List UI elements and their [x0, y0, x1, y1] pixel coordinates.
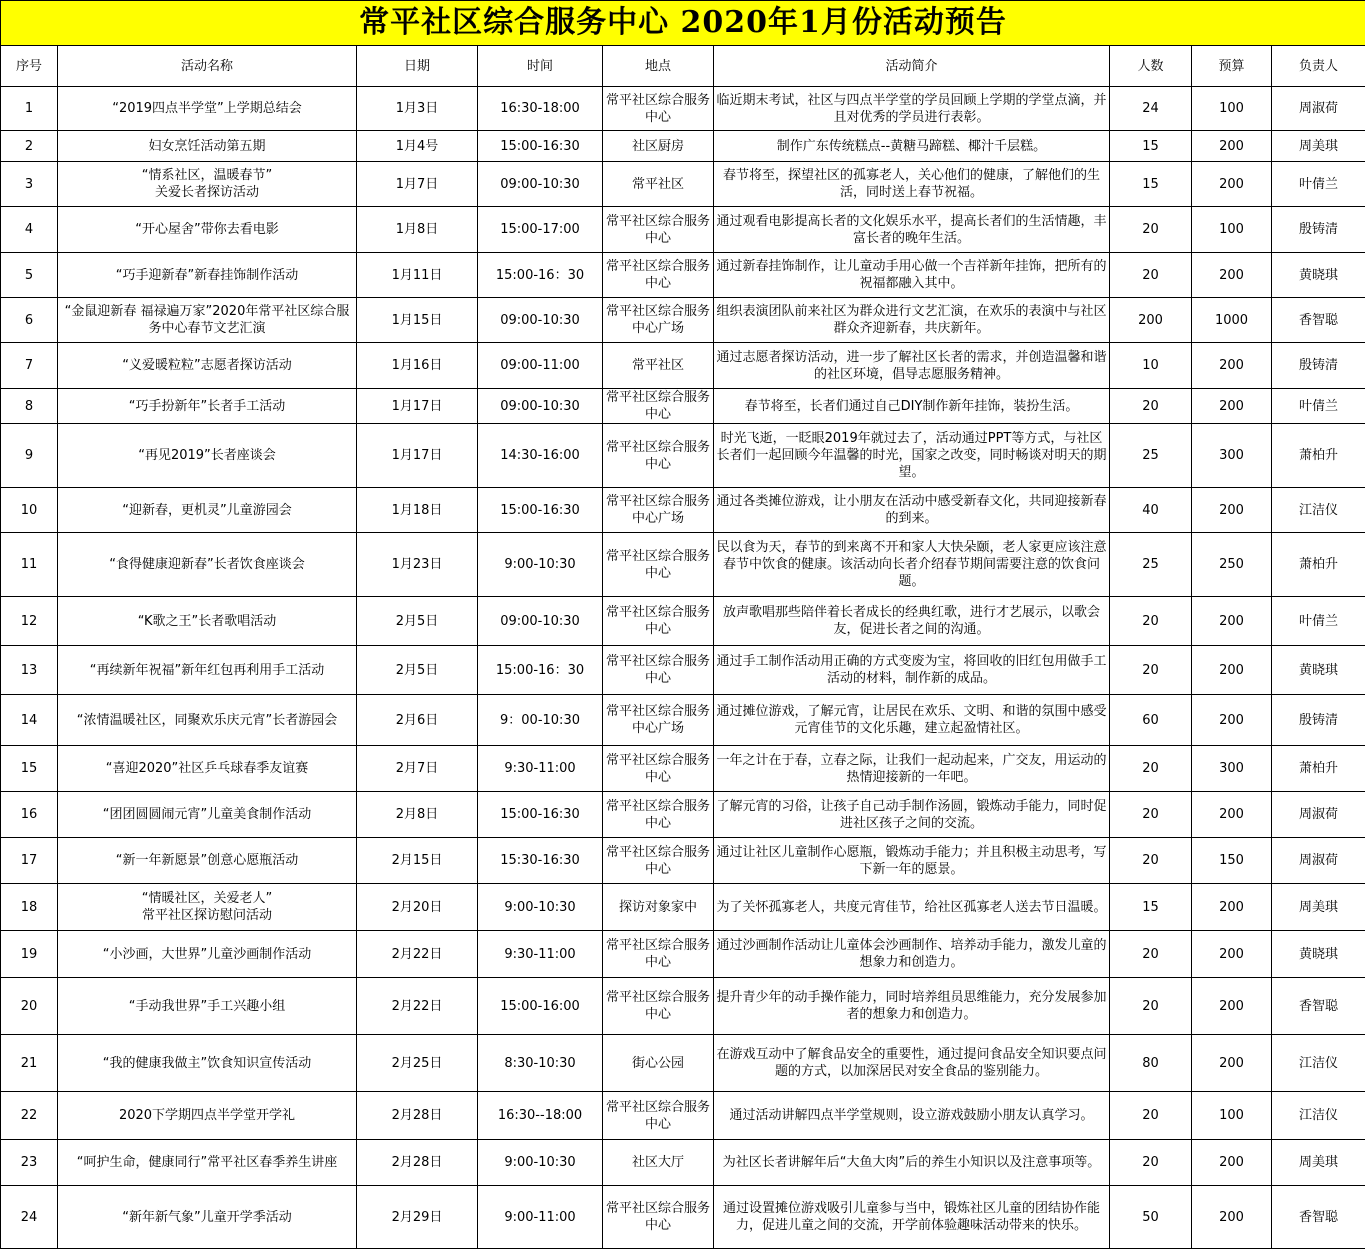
cell-owner: 香智聪 — [1272, 978, 1365, 1035]
header-budget: 预算 — [1192, 46, 1272, 87]
cell-desc: 通过沙画制作活动让儿童体会沙画制作、培养动手能力，激发儿童的想象力和创造力。 — [714, 931, 1110, 978]
table-row — [1, 253, 1365, 298]
cell-no: 3 — [1, 162, 58, 207]
cell-place: 探访对象家中 — [603, 884, 714, 931]
cell-name: “情暖社区，关爱老人” 常平社区探访慰问活动 — [58, 884, 357, 931]
cell-budget: 200 — [1192, 792, 1272, 838]
cell-time: 15:00-16:00 — [478, 978, 603, 1035]
cell-desc: 通过志愿者探访活动，进一步了解社区长者的需求，并创造温馨和谐的社区环境，倡导志愿服务精神。 — [714, 343, 1110, 389]
cell-time: 9：00-10:30 — [478, 695, 603, 746]
cell-place: 常平社区综合服务中心 — [603, 646, 714, 695]
cell-name: 2020下学期四点半学堂开学礼 — [58, 1092, 357, 1140]
cell-date: 1月15日 — [357, 298, 478, 343]
cell-place: 常平社区综合服务中心 — [603, 931, 714, 978]
cell-count: 20 — [1110, 1140, 1192, 1186]
cell-name: “团团圆圆闹元宵”儿童美食制作活动 — [58, 792, 357, 838]
cell-budget: 100 — [1192, 207, 1272, 253]
cell-time: 15:00-17:00 — [478, 207, 603, 253]
cell-budget: 200 — [1192, 597, 1272, 646]
table-row — [1, 838, 1365, 884]
cell-budget: 200 — [1192, 343, 1272, 389]
header-owner: 负责人 — [1272, 46, 1365, 87]
cell-count: 20 — [1110, 838, 1192, 884]
cell-no: 4 — [1, 207, 58, 253]
cell-budget: 200 — [1192, 488, 1272, 533]
cell-place: 常平社区综合服务中心 — [603, 838, 714, 884]
cell-place: 常平社区综合服务中心 — [603, 746, 714, 792]
cell-place: 常平社区综合服务中心 — [603, 978, 714, 1035]
cell-time: 9:30-11:00 — [478, 746, 603, 792]
cell-name: “食得健康迎新春”长者饮食座谈会 — [58, 533, 357, 597]
cell-time: 15:00-16:30 — [478, 488, 603, 533]
cell-count: 20 — [1110, 1092, 1192, 1140]
cell-count: 50 — [1110, 1186, 1192, 1249]
cell-count: 10 — [1110, 343, 1192, 389]
cell-no: 8 — [1, 389, 58, 424]
cell-time: 14:30-16:00 — [478, 424, 603, 488]
cell-owner: 香智聪 — [1272, 298, 1365, 343]
cell-date: 2月28日 — [357, 1092, 478, 1140]
cell-desc: 为社区长者讲解年后“大鱼大肉”后的养生小知识以及注意事项等。 — [714, 1140, 1110, 1186]
table-row — [1, 298, 1365, 343]
cell-no: 23 — [1, 1140, 58, 1186]
cell-date: 2月20日 — [357, 884, 478, 931]
cell-no: 18 — [1, 884, 58, 931]
cell-no: 7 — [1, 343, 58, 389]
cell-budget: 300 — [1192, 746, 1272, 792]
cell-budget: 250 — [1192, 533, 1272, 597]
cell-desc: 民以食为天，春节的到来离不开和家人大快朵颐，老人家更应该注意春节中饮食的健康。该活动向长者介绍春节期间需要注意的饮食问题。 — [714, 533, 1110, 597]
header-desc: 活动简介 — [714, 46, 1110, 87]
cell-budget: 200 — [1192, 1035, 1272, 1092]
table-row — [1, 1092, 1365, 1140]
cell-count: 20 — [1110, 389, 1192, 424]
cell-budget: 200 — [1192, 646, 1272, 695]
cell-date: 2月15日 — [357, 838, 478, 884]
cell-desc: 通过摊位游戏，了解元宵，让居民在欢乐、文明、和谐的氛围中感受元宵佳节的文化乐趣，建立起盈情社区。 — [714, 695, 1110, 746]
cell-date: 2月28日 — [357, 1140, 478, 1186]
cell-time: 15:00-16：30 — [478, 646, 603, 695]
cell-budget: 200 — [1192, 1140, 1272, 1186]
cell-budget: 200 — [1192, 978, 1272, 1035]
cell-budget: 200 — [1192, 253, 1272, 298]
cell-no: 2 — [1, 131, 58, 162]
cell-date: 2月22日 — [357, 978, 478, 1035]
header-no: 序号 — [1, 46, 58, 87]
cell-date: 1月23日 — [357, 533, 478, 597]
table-title: 常平社区综合服务中心 2020年1月份活动预告 — [1, 1, 1365, 46]
cell-count: 20 — [1110, 792, 1192, 838]
cell-owner: 萧柏升 — [1272, 746, 1365, 792]
cell-budget: 200 — [1192, 162, 1272, 207]
cell-desc: 通过各类摊位游戏，让小朋友在活动中感受新春文化，共同迎接新春的到来。 — [714, 488, 1110, 533]
cell-name: “金鼠迎新春 福禄遍万家”2020年常平社区综合服务中心春节文艺汇演 — [58, 298, 357, 343]
cell-place: 常平社区综合服务中心 — [603, 389, 714, 424]
cell-budget: 1000 — [1192, 298, 1272, 343]
table-row — [1, 207, 1365, 253]
cell-count: 20 — [1110, 597, 1192, 646]
cell-budget: 200 — [1192, 884, 1272, 931]
cell-name: “再见2019”长者座谈会 — [58, 424, 357, 488]
cell-desc: 通过手工制作活动用正确的方式变废为宝，将回收的旧红包用做手工活动的材料，制作新的成品。 — [714, 646, 1110, 695]
table-row — [1, 884, 1365, 931]
cell-count: 80 — [1110, 1035, 1192, 1092]
cell-name: “喜迎2020”社区乒乓球春季友谊赛 — [58, 746, 357, 792]
table-row — [1, 1186, 1365, 1249]
cell-owner: 殷铸清 — [1272, 695, 1365, 746]
cell-name: “浓情温暖社区，同聚欢乐庆元宵”长者游园会 — [58, 695, 357, 746]
cell-owner: 叶倩兰 — [1272, 162, 1365, 207]
cell-time: 15:00-16:30 — [478, 792, 603, 838]
cell-time: 09:00-10:30 — [478, 389, 603, 424]
cell-no: 24 — [1, 1186, 58, 1249]
cell-place: 常平社区 — [603, 343, 714, 389]
cell-desc: 临近期末考试，社区与四点半学堂的学员回顾上学期的学堂点滴，并且对优秀的学员进行表彰。 — [714, 87, 1110, 131]
cell-count: 15 — [1110, 884, 1192, 931]
cell-name: “手动我世界”手工兴趣小组 — [58, 978, 357, 1035]
cell-name: “2019四点半学堂”上学期总结会 — [58, 87, 357, 131]
cell-desc: 时光飞逝，一眨眼2019年就过去了，活动通过PPT等方式，与社区长者们一起回顾今年温馨的时光，国家之改变，同时畅谈对明天的期望。 — [714, 424, 1110, 488]
cell-owner: 周淑荷 — [1272, 838, 1365, 884]
cell-date: 2月8日 — [357, 792, 478, 838]
cell-count: 15 — [1110, 162, 1192, 207]
table-row — [1, 424, 1365, 488]
cell-no: 15 — [1, 746, 58, 792]
table-row — [1, 978, 1365, 1035]
cell-date: 2月22日 — [357, 931, 478, 978]
cell-place: 常平社区综合服务中心 — [603, 424, 714, 488]
cell-date: 2月5日 — [357, 597, 478, 646]
cell-budget: 100 — [1192, 1092, 1272, 1140]
cell-count: 40 — [1110, 488, 1192, 533]
cell-budget: 200 — [1192, 931, 1272, 978]
cell-place: 社区大厅 — [603, 1140, 714, 1186]
cell-count: 20 — [1110, 978, 1192, 1035]
cell-name: “新年新气象”儿童开学季活动 — [58, 1186, 357, 1249]
cell-no: 6 — [1, 298, 58, 343]
cell-name: “巧手迎新春”新春挂饰制作活动 — [58, 253, 357, 298]
cell-desc: 春节将至，探望社区的孤寡老人，关心他们的健康，了解他们的生活，同时送上春节祝福。 — [714, 162, 1110, 207]
header-time: 时间 — [478, 46, 603, 87]
cell-desc: 一年之计在于春，立春之际，让我们一起动起来，广交友，用运动的热情迎接新的一年吧。 — [714, 746, 1110, 792]
cell-place: 常平社区综合服务中心 — [603, 1092, 714, 1140]
cell-no: 21 — [1, 1035, 58, 1092]
cell-name: “新一年新愿景”创意心愿瓶活动 — [58, 838, 357, 884]
cell-count: 20 — [1110, 207, 1192, 253]
table-row — [1, 87, 1365, 131]
cell-owner: 周美琪 — [1272, 1140, 1365, 1186]
cell-date: 2月7日 — [357, 746, 478, 792]
cell-owner: 叶倩兰 — [1272, 597, 1365, 646]
cell-owner: 江洁仪 — [1272, 1092, 1365, 1140]
cell-name: “开心屋舍”带你去看电影 — [58, 207, 357, 253]
cell-no: 5 — [1, 253, 58, 298]
cell-desc: 通过设置摊位游戏吸引儿童参与当中，锻炼社区儿童的团结协作能力，促进儿童之间的交流，开学前体验趣味活动带来的快乐。 — [714, 1186, 1110, 1249]
cell-date: 2月5日 — [357, 646, 478, 695]
cell-budget: 300 — [1192, 424, 1272, 488]
cell-owner: 周淑荷 — [1272, 792, 1365, 838]
cell-no: 17 — [1, 838, 58, 884]
cell-time: 8:30-10:30 — [478, 1035, 603, 1092]
cell-owner: 香智聪 — [1272, 1186, 1365, 1249]
cell-name: “小沙画，大世界”儿童沙画制作活动 — [58, 931, 357, 978]
cell-no: 19 — [1, 931, 58, 978]
cell-name: “巧手扮新年”长者手工活动 — [58, 389, 357, 424]
cell-date: 2月29日 — [357, 1186, 478, 1249]
cell-desc: 组织表演团队前来社区为群众进行文艺汇演，在欢乐的表演中与社区群众齐迎新春，共庆新年。 — [714, 298, 1110, 343]
cell-owner: 殷铸清 — [1272, 343, 1365, 389]
cell-budget: 200 — [1192, 389, 1272, 424]
cell-name: “再续新年祝福”新年红包再利用手工活动 — [58, 646, 357, 695]
cell-time: 09:00-10:30 — [478, 298, 603, 343]
cell-owner: 周淑荷 — [1272, 87, 1365, 131]
cell-owner: 黄晓琪 — [1272, 931, 1365, 978]
cell-time: 15:00-16:30 — [478, 131, 603, 162]
cell-owner: 黄晓琪 — [1272, 253, 1365, 298]
cell-desc: 制作广东传统糕点--黄糖马蹄糕、椰汁千层糕。 — [714, 131, 1110, 162]
cell-desc: 在游戏互动中了解食品安全的重要性，通过提问食品安全知识要点问题的方式，以加深居民对安全食品的鉴别能力。 — [714, 1035, 1110, 1092]
cell-time: 9:00-10:30 — [478, 533, 603, 597]
cell-desc: 放声歌唱那些陪伴着长者成长的经典红歌，进行才艺展示，以歌会友，促进长者之间的沟通。 — [714, 597, 1110, 646]
cell-owner: 江洁仪 — [1272, 1035, 1365, 1092]
cell-name: “K歌之王”长者歌唱活动 — [58, 597, 357, 646]
cell-date: 1月17日 — [357, 389, 478, 424]
cell-name: “义爱暖粒粒”志愿者探访活动 — [58, 343, 357, 389]
cell-budget: 200 — [1192, 695, 1272, 746]
cell-place: 常平社区综合服务中心 — [603, 597, 714, 646]
table-row — [1, 792, 1365, 838]
cell-place: 街心公园 — [603, 1035, 714, 1092]
cell-budget: 150 — [1192, 838, 1272, 884]
cell-owner: 萧柏升 — [1272, 533, 1365, 597]
cell-time: 16:30-18:00 — [478, 87, 603, 131]
cell-date: 1月17日 — [357, 424, 478, 488]
cell-date: 1月3日 — [357, 87, 478, 131]
cell-count: 20 — [1110, 646, 1192, 695]
table-row — [1, 488, 1365, 533]
table-row — [1, 695, 1365, 746]
cell-desc: 为了关怀孤寡老人，共度元宵佳节，给社区孤寡老人送去节日温暖。 — [714, 884, 1110, 931]
cell-desc: 通过活动讲解四点半学堂规则，设立游戏鼓励小朋友认真学习。 — [714, 1092, 1110, 1140]
table-row — [1, 131, 1365, 162]
cell-place: 常平社区综合服务中心 — [603, 253, 714, 298]
cell-no: 1 — [1, 87, 58, 131]
cell-budget: 200 — [1192, 1186, 1272, 1249]
cell-owner: 殷铸清 — [1272, 207, 1365, 253]
table-row — [1, 162, 1365, 207]
cell-owner: 萧柏升 — [1272, 424, 1365, 488]
cell-budget: 100 — [1192, 87, 1272, 131]
cell-place: 常平社区综合服务中心 — [603, 533, 714, 597]
table-row — [1, 343, 1365, 389]
cell-date: 1月11日 — [357, 253, 478, 298]
cell-date: 1月16日 — [357, 343, 478, 389]
header-count: 人数 — [1110, 46, 1192, 87]
table-row — [1, 597, 1365, 646]
cell-place: 常平社区综合服务中心 — [603, 792, 714, 838]
cell-name: “情系社区，温暖春节” 关爱长者探访活动 — [58, 162, 357, 207]
cell-count: 60 — [1110, 695, 1192, 746]
cell-desc: 提升青少年的动手操作能力，同时培养组员思维能力，充分发展参加者的想象力和创造力。 — [714, 978, 1110, 1035]
header-date: 日期 — [357, 46, 478, 87]
cell-owner: 周美琪 — [1272, 131, 1365, 162]
cell-name: “呵护生命，健康同行”常平社区春季养生讲座 — [58, 1140, 357, 1186]
cell-date: 1月7日 — [357, 162, 478, 207]
cell-count: 20 — [1110, 746, 1192, 792]
cell-date: 1月4号 — [357, 131, 478, 162]
cell-place: 常平社区 — [603, 162, 714, 207]
cell-date: 1月8日 — [357, 207, 478, 253]
cell-no: 14 — [1, 695, 58, 746]
cell-place: 社区厨房 — [603, 131, 714, 162]
table-row — [1, 931, 1365, 978]
cell-time: 16:30--18:00 — [478, 1092, 603, 1140]
cell-time: 9:30-11:00 — [478, 931, 603, 978]
cell-desc: 春节将至，长者们通过自己DIY制作新年挂饰，装扮生活。 — [714, 389, 1110, 424]
cell-date: 2月25日 — [357, 1035, 478, 1092]
table-body — [1, 87, 1365, 1249]
cell-count: 25 — [1110, 533, 1192, 597]
cell-time: 09:00-10:30 — [478, 162, 603, 207]
table-row — [1, 746, 1365, 792]
cell-no: 10 — [1, 488, 58, 533]
cell-place: 常平社区综合服务中心 — [603, 207, 714, 253]
cell-no: 22 — [1, 1092, 58, 1140]
cell-name: “我的健康我做主”饮食知识宣传活动 — [58, 1035, 357, 1092]
header-name: 活动名称 — [58, 46, 357, 87]
cell-time: 15:30-16:30 — [478, 838, 603, 884]
cell-no: 9 — [1, 424, 58, 488]
cell-count: 20 — [1110, 253, 1192, 298]
cell-count: 20 — [1110, 931, 1192, 978]
cell-time: 15:00-16：30 — [478, 253, 603, 298]
cell-owner: 周美琪 — [1272, 884, 1365, 931]
cell-time: 09:00-10:30 — [478, 597, 603, 646]
table-row — [1, 1140, 1365, 1186]
cell-no: 12 — [1, 597, 58, 646]
cell-count: 200 — [1110, 298, 1192, 343]
cell-no: 13 — [1, 646, 58, 695]
cell-count: 25 — [1110, 424, 1192, 488]
cell-date: 2月6日 — [357, 695, 478, 746]
cell-name: “迎新春，更机灵”儿童游园会 — [58, 488, 357, 533]
cell-time: 09:00-11:00 — [478, 343, 603, 389]
cell-time: 9:00-10:30 — [478, 884, 603, 931]
table-row — [1, 533, 1365, 597]
header-place: 地点 — [603, 46, 714, 87]
cell-desc: 了解元宵的习俗，让孩子自己动手制作汤圆，锻炼动手能力，同时促进社区孩子之间的交流。 — [714, 792, 1110, 838]
cell-owner: 江洁仪 — [1272, 488, 1365, 533]
cell-owner: 叶倩兰 — [1272, 389, 1365, 424]
cell-place: 常平社区综合服务中心广场 — [603, 298, 714, 343]
cell-desc: 通过新春挂饰制作，让儿童动手用心做一个吉祥新年挂饰，把所有的祝福都融入其中。 — [714, 253, 1110, 298]
cell-place: 常平社区综合服务中心广场 — [603, 488, 714, 533]
cell-no: 16 — [1, 792, 58, 838]
table-row — [1, 646, 1365, 695]
cell-desc: 通过观看电影提高长者的文化娱乐水平，提高长者们的生活情趣，丰富长者的晚年生活。 — [714, 207, 1110, 253]
cell-desc: 通过让社区儿童制作心愿瓶，锻炼动手能力；并且积极主动思考，写下新一年的愿景。 — [714, 838, 1110, 884]
cell-no: 11 — [1, 533, 58, 597]
cell-place: 常平社区综合服务中心广场 — [603, 695, 714, 746]
table-row — [1, 1035, 1365, 1092]
cell-count: 15 — [1110, 131, 1192, 162]
cell-time: 9:00-10:30 — [478, 1140, 603, 1186]
table-row — [1, 389, 1365, 424]
cell-no: 20 — [1, 978, 58, 1035]
cell-place: 常平社区综合服务中心 — [603, 87, 714, 131]
cell-count: 24 — [1110, 87, 1192, 131]
cell-owner: 黄晓琪 — [1272, 646, 1365, 695]
cell-place: 常平社区综合服务中心 — [603, 1186, 714, 1249]
cell-time: 9:00-11:00 — [478, 1186, 603, 1249]
cell-budget: 200 — [1192, 131, 1272, 162]
cell-date: 1月18日 — [357, 488, 478, 533]
cell-name: 妇女烹饪活动第五期 — [58, 131, 357, 162]
